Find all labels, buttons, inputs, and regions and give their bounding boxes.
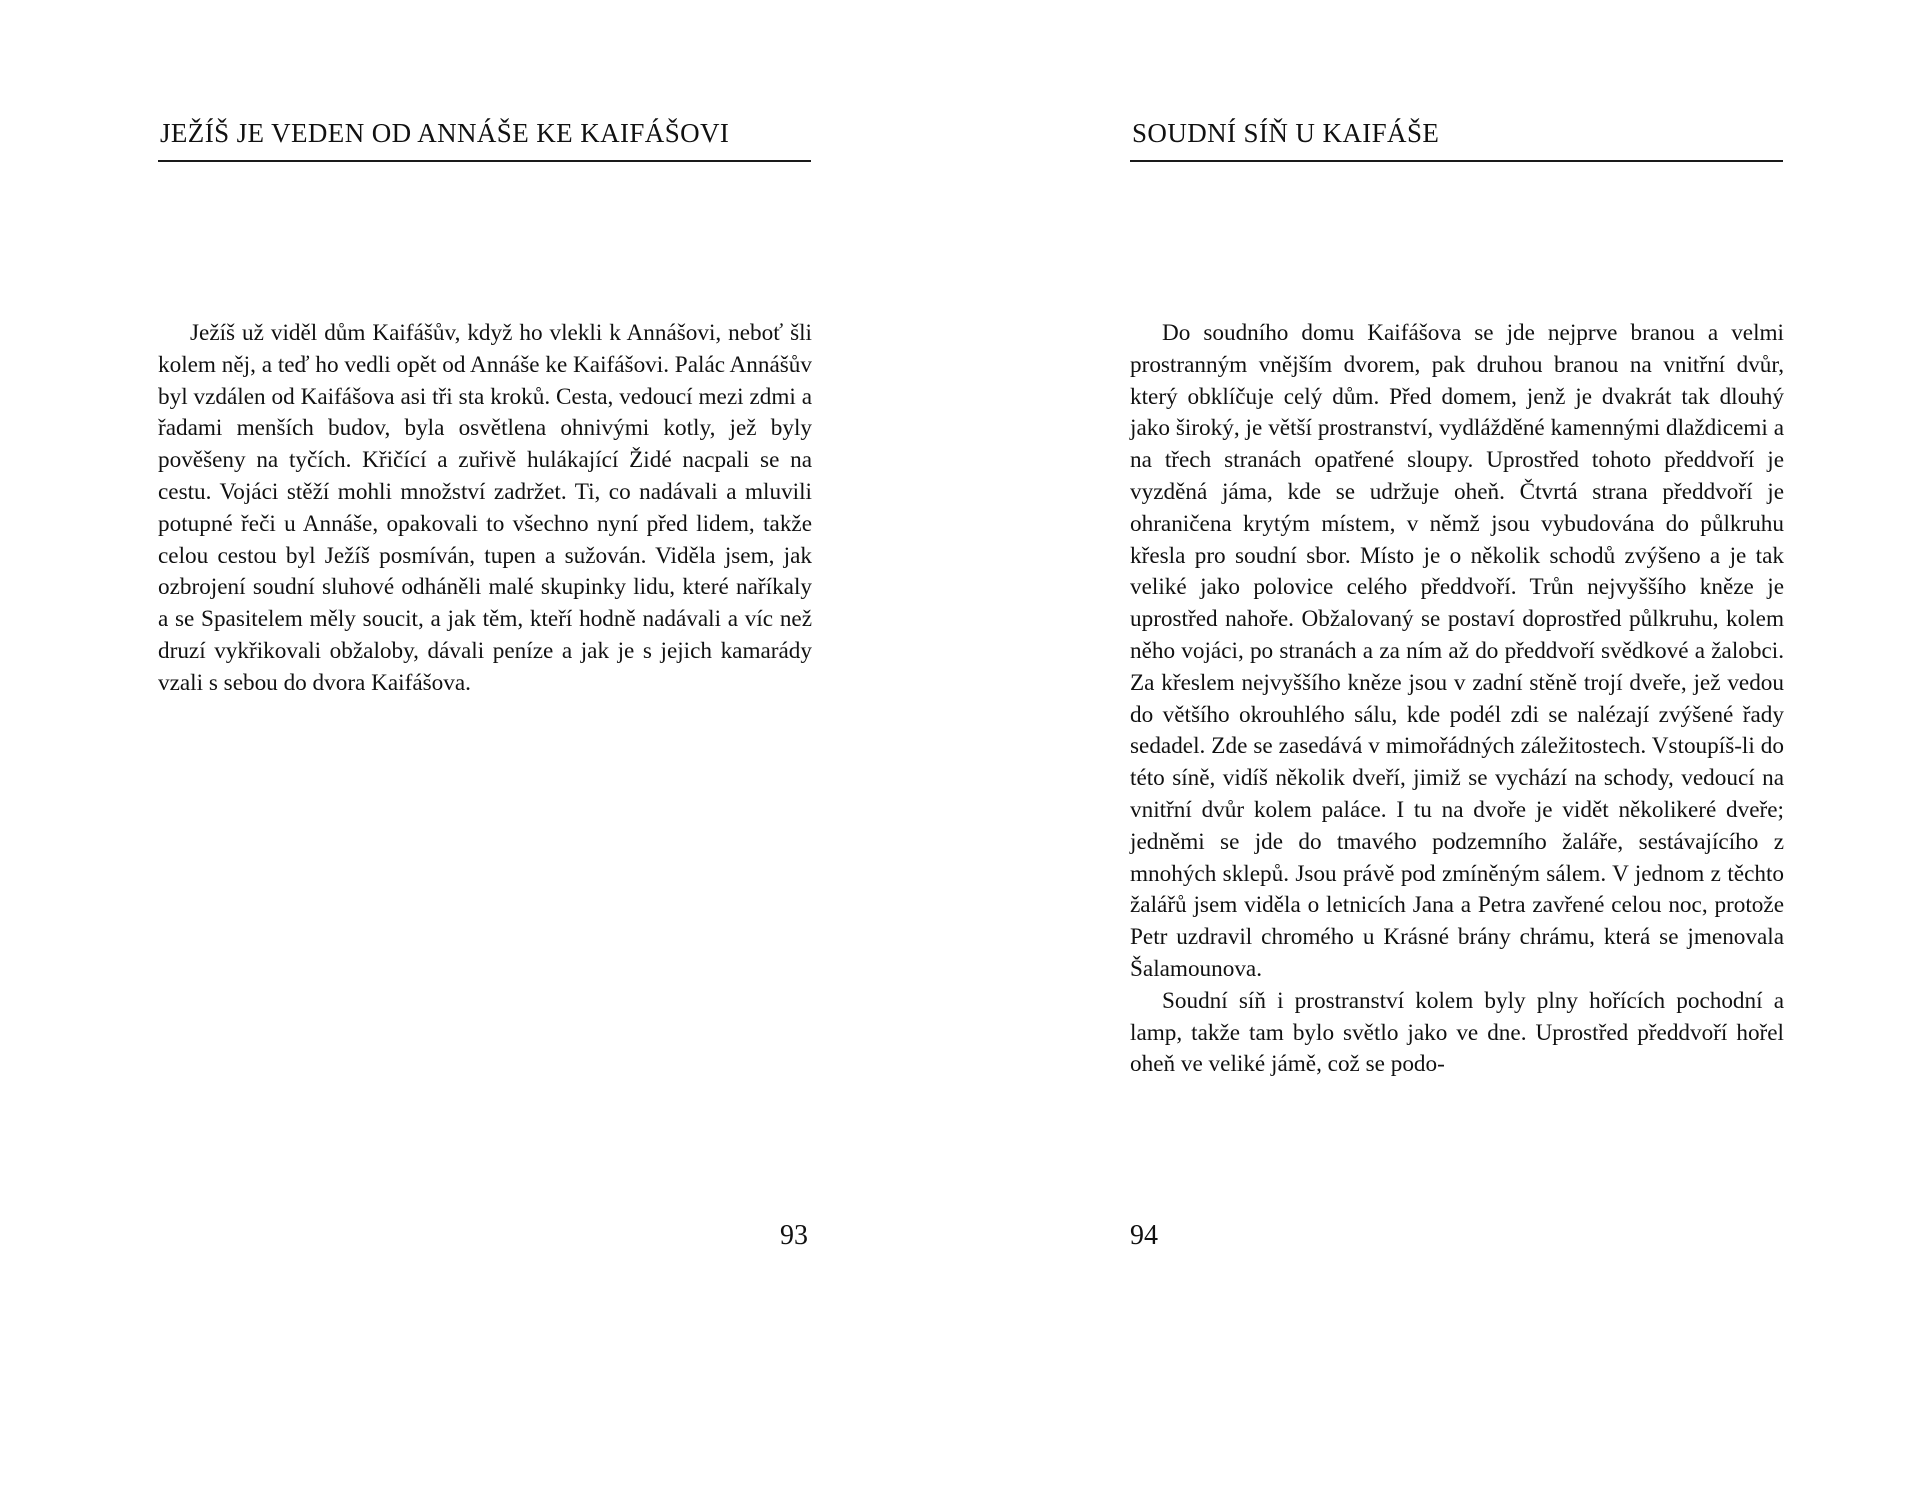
right-page: [962, 0, 1924, 1500]
header-rule: [158, 160, 811, 162]
paragraph: Soudní síň i prostranství kolem byly plny hořících pochodní a lamp, takže tam bylo světlo jako ve dne. Uprostřed předdvoří hořel oheň ve veliké jámě, což se podo-: [1130, 987, 1784, 1078]
paragraph: Ježíš už viděl dům Kaifášův, když ho vlekli k Annášovi, neboť šli kolem něj, a teď ho vedli opět od Annáše ke Kaifášovi. Palác Annášův byl vzdálen od Kaifášova asi tři sta kroků. Cesta, vedoucí mezi zdmi a řadami menších budov, byla osvětlena ohnivými kotly, jež byly pověšeny na tyčích. Křičící a zuřivě hulákající Židé nacpali se na cestu. Vojáci stěží mohli množství zadržet. Ti, co nadávali a mluvili potupné řeči u Annáše, opakovali to všechno nyní před lidem, takže celou cestou byl Ježíš posmíván, tupen a sužován. Viděla jsem, jak ozbrojení soudní sluhové odháněli malé skupinky lidu, které naříkaly a se Spasitelem měly soucit, a jak těm, kteří hodně nadávali a víc než druzí vykřikovali obžaloby, dávali peníze a jak je s jejich kamarády vzali s sebou do dvora Kaifášova.: [158, 320, 812, 696]
body-text: [158, 318, 812, 700]
body-text: [1130, 318, 1784, 1081]
page-number: 93: [780, 1220, 808, 1251]
running-head: SOUDNÍ SÍŇ U KAIFÁŠE: [1132, 118, 1440, 148]
paragraph: Do soudního domu Kaifášova se jde nejprve branou a velmi prostranným vnějším dvorem, pak druhou branou na vnitřní dvůr, který obklíčuje celý dům. Před domem, jenž je dvakrát tak dlouhý jako široký, je větší prostranství, vydlážděné kamennými dlaždicemi a na třech stranách opatřené sloupy. Uprostřed tohoto předdvoří je vyzděná jáma, kde se udržuje oheň. Čtvrtá strana předdvoří je ohraničena krytým místem, v němž jsou vybudována do půlkruhu křesla pro soudní sbor. Místo je o několik schodů zvýšeno a je tak veliké jako polovice celého předdvoří. Trůn nejvyššího kněze je uprostřed nahoře. Obžalovaný se postaví doprostřed půlkruhu, kolem něho vojáci, po stranách a za ním až do předdvoří svědkové a žalobci. Za křeslem nejvyššího kněze jsou v zadní stěně trojí dveře, jež vedou do většího okrouhlého sálu, kde podél zdi se nalézají zvýšené řady sedadel. Zde se zasedává v mimořádných záležitostech. Vstoupíš-li do této síně, vidíš několik dveří, jimiž se vychází na schody, vedoucí na vnitřní dvůr kolem paláce. I tu na dvoře je vidět několikeré dveře; jedněmi se jde do tmavého podzemního žaláře, sestávajícího z mnohých sklepů. Jsou právě pod zmíněným sálem. V jednom z těchto žalářů jsem viděla o letnicích Jana a Petra zavřené celou noc, protože Petr uzdravil chromého u Krásné brány chrámu, která se jmenovala Šalamounova.: [1130, 320, 1784, 982]
page-number: 94: [1130, 1220, 1158, 1251]
running-head: JEŽÍŠ JE VEDEN OD ANNÁŠE KE KAIFÁŠOVI: [160, 118, 730, 148]
header-rule: [1130, 160, 1783, 162]
